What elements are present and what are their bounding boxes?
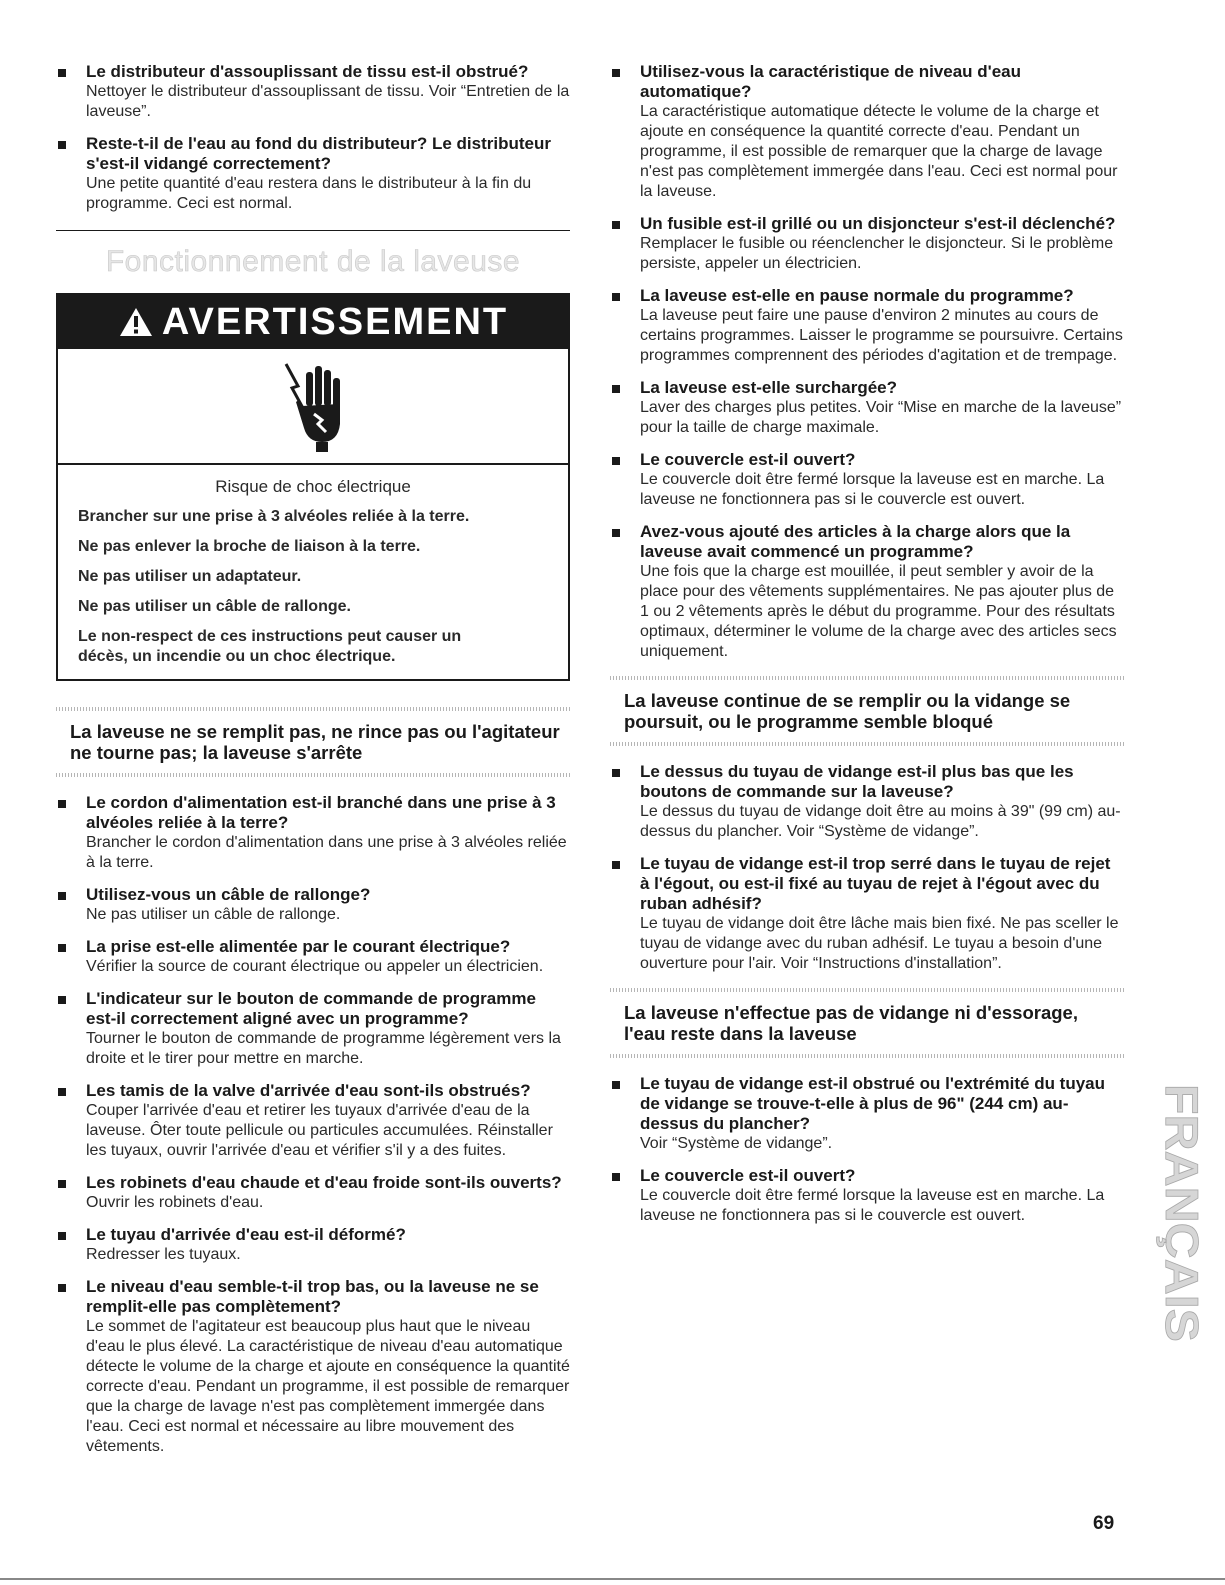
bullet-icon (58, 996, 66, 1004)
heading-band (56, 773, 570, 777)
electric-shock-hand-icon (278, 358, 348, 454)
warning-icon-area (58, 349, 568, 465)
answer: Une fois que la charge est mouillée, il peut sembler y avoir de la place pour des vêtements supplémentaires. Ne pas ajouter plus de 1 ou 2 vêtements après le début du programme. Pour des résultats optimaux, déterminer le volume de la charge avec des articles secs uniquement. (640, 563, 1117, 660)
answer: Couper l'arrivée d'eau et retirer les tuyaux d'arrivée d'eau de la laveuse. Ôter toute pellicule ou particules accumulées. Réinstaller les tuyaux, ouvrir l'arrivée d'eau et vérifier s'il y a des fuites. (86, 1102, 553, 1159)
question: Le tuyau de vidange est-il trop serré dans le tuyau de rejet à l'égout, ou est-il fixé au tuyau de rejet à l'égout avec du ruban adhésif? (640, 854, 1111, 913)
question: L'indicateur sur le bouton de commande de programme est-il correctement aligné avec un programme? (86, 989, 536, 1028)
bullet-icon (612, 861, 620, 869)
answer: Redresser les tuyaux. (86, 1246, 241, 1263)
question: Le couvercle est-il ouvert? (640, 450, 856, 469)
heading-band (610, 742, 1124, 746)
left-column (56, 62, 570, 1469)
heading-band (610, 1054, 1124, 1058)
bullet-icon (58, 1232, 66, 1240)
question: La laveuse est-elle en pause normale du programme? (640, 286, 1074, 305)
bullet-icon (612, 385, 620, 393)
answer: La laveuse peut faire une pause d'environ 2 minutes au cours de certains programmes. Laisser le programme se poursuivre. Certains programmes comprennent des périodes d'agitation et de trempage. (640, 307, 1123, 364)
question: Utilisez-vous la caractéristique de niveau d'eau automatique? (640, 62, 1022, 101)
answer: La caractéristique automatique détecte le volume de la charge et ajoute en conséquence la quantité correcte d'eau. Pendant un programme, il est possible de remarquer que la charge de lavage n'est pas complètement immergée dans l'eau. Ceci est normal pour la laveuse. (640, 103, 1118, 200)
list-item (610, 1166, 1124, 1226)
bullet-icon (58, 69, 66, 77)
answer: Le couvercle doit être fermé lorsque la laveuse est en marche. La laveuse ne fonctionnera pas si le couvercle est ouvert. (640, 1187, 1105, 1224)
section-title: Fonctionnement de la laveuse (105, 245, 521, 278)
heading-band (610, 676, 1124, 680)
list-item (56, 885, 570, 925)
question: Le niveau d'eau semble-t-il trop bas, ou la laveuse ne se remplit-elle pas complètement? (86, 1277, 539, 1316)
answer: Le sommet de l'agitateur est beaucoup plus haut que le niveau d'eau le plus élevé. La caractéristique de niveau d'eau automatique détecte le volume de la charge et ajoute en conséquence la quantité correcte d'eau. Pendant un programme, il est possible de remarquer que la charge de lavage n'est pas complètement immergée dans l'eau. Ceci est normal et nécessaire au libre mouvement des vêtements. (86, 1318, 570, 1455)
list-item (56, 1081, 570, 1161)
question: La laveuse est-elle surchargée? (640, 378, 898, 397)
question: Reste-t-il de l'eau au fond du distributeur? Le distributeur s'est-il vidangé correctement? (86, 134, 551, 173)
bullet-icon (612, 529, 620, 537)
answer: Nettoyer le distributeur d'assouplissant de tissu. Voir “Entretien de la laveuse”. (86, 83, 570, 120)
list-item (610, 522, 1124, 662)
question: Le tuyau d'arrivée d'eau est-il déformé? (86, 1225, 406, 1244)
question: Avez-vous ajouté des articles à la charge alors que la laveuse avait commencé un programme? (640, 522, 1071, 561)
list-item (610, 286, 1124, 366)
warning-line: Ne pas enlever la broche de liaison à la terre. (78, 538, 421, 555)
bullet-icon (612, 1173, 620, 1181)
answer: Tourner le bouton de commande de programme légèrement vers la droite et le tirer pour mettre en marche. (86, 1030, 561, 1067)
section-heading: La laveuse ne se remplit pas, ne rince pas ou l'agitateur ne tourne pas; la laveuse s'arrête (70, 721, 560, 763)
list-item (610, 1074, 1124, 1154)
bottom-rule (0, 1578, 1225, 1580)
warning-line: Le non-respect de ces instructions peut causer un décès, un incendie ou un choc électrique. (78, 628, 462, 665)
question: Le distributeur d'assouplissant de tissu est-il obstrué? (86, 62, 529, 81)
question: Un fusible est-il grillé ou un disjoncteur s'est-il déclenché? (640, 214, 1116, 233)
answer: Le couvercle doit être fermé lorsque la laveuse est en marche. La laveuse ne fonctionnera pas si le couvercle est ouvert. (640, 471, 1105, 508)
bullet-icon (612, 221, 620, 229)
warning-line: Brancher sur une prise à 3 alvéoles reliée à la terre. (78, 508, 470, 525)
warning-line: Ne pas utiliser un adaptateur. (78, 568, 302, 585)
answer: Laver des charges plus petites. Voir “Mise en marche de la laveuse” pour la taille de charge maximale. (640, 399, 1122, 436)
list-item (56, 937, 570, 977)
right-column (610, 62, 1124, 1238)
answer: Ouvrir les robinets d'eau. (86, 1194, 264, 1211)
question: Le cordon d'alimentation est-il branché dans une prise à 3 alvéoles reliée à la terre? (86, 793, 556, 832)
list-item (610, 378, 1124, 438)
list-item (610, 450, 1124, 510)
bullet-icon (612, 69, 620, 77)
answer: Le dessus du tuyau de vidange doit être au moins à 39" (99 cm) au-dessus du plancher. Voir “Système de vidange”. (640, 803, 1121, 840)
language-side-tab (1148, 1082, 1212, 1344)
answer: Le tuyau de vidange doit être lâche mais bien fixé. Ne pas sceller le tuyau de vidange avec du ruban adhésif. Le tuyau a besoin d'une ouverture pour l'air. Voir “Instructions d'installation”. (640, 915, 1119, 972)
answer: Voir “Système de vidange”. (640, 1135, 833, 1152)
bullet-icon (58, 800, 66, 808)
list-item (56, 989, 570, 1069)
heading-band (56, 707, 570, 711)
side-tab-label: FRANÇAIS (1156, 1084, 1208, 1322)
warning-body (58, 465, 568, 679)
answer: Vérifier la source de courant électrique ou appeler un électricien. (86, 958, 544, 975)
section-divider (56, 230, 570, 231)
question: Utilisez-vous un câble de rallonge? (86, 885, 371, 904)
list-item (610, 762, 1124, 842)
list-item (56, 793, 570, 873)
section-heading: La laveuse continue de se remplir ou la vidange se poursuit, ou le programme semble bloqué (624, 690, 1071, 732)
bullet-icon (612, 293, 620, 301)
answer: Ne pas utiliser un câble de rallonge. (86, 906, 341, 923)
list-item (56, 134, 570, 214)
heading-band (610, 988, 1124, 992)
bullet-icon (58, 892, 66, 900)
list-item (56, 1277, 570, 1457)
answer: Remplacer le fusible ou réenclencher le disjoncteur. Si le problème persiste, appeler un électricien. (640, 235, 1114, 272)
bullet-icon (58, 1284, 66, 1292)
bullet-icon (58, 1180, 66, 1188)
warning-header (58, 295, 568, 349)
bullet-icon (58, 944, 66, 952)
warning-box (56, 293, 570, 681)
warning-line: Ne pas utiliser un câble de rallonge. (78, 598, 351, 615)
question: La prise est-elle alimentée par le courant électrique? (86, 937, 511, 956)
bullet-icon (58, 141, 66, 149)
question: Le tuyau de vidange est-il obstrué ou l'extrémité du tuyau de vidange se trouve-t-elle à plus de 96" (244 cm) au-dessus du plancher? (640, 1074, 1106, 1133)
bullet-icon (612, 1081, 620, 1089)
question: Le dessus du tuyau de vidange est-il plus bas que les boutons de commande sur la laveuse? (640, 762, 1074, 801)
warning-title: AVERTISSEMENT (161, 300, 509, 343)
bullet-icon (58, 1088, 66, 1096)
list-item (56, 1173, 570, 1213)
question: Les robinets d'eau chaude et d'eau froide sont-ils ouverts? (86, 1173, 562, 1192)
warning-risk: Risque de choc électrique (215, 477, 411, 496)
bullet-icon (612, 457, 620, 465)
list-item (610, 214, 1124, 274)
answer: Une petite quantité d'eau restera dans le distributeur à la fin du programme. Ceci est normal. (86, 175, 532, 212)
section-heading: La laveuse n'effectue pas de vidange ni d'essorage, l'eau reste dans la laveuse (624, 1002, 1078, 1044)
list-item (610, 854, 1124, 974)
bullet-icon (612, 769, 620, 777)
list-item (56, 62, 570, 122)
list-item (56, 1225, 570, 1265)
list-item (610, 62, 1124, 202)
warning-triangle-icon (118, 306, 154, 338)
page-number: 69 (1093, 1513, 1115, 1534)
answer: Brancher le cordon d'alimentation dans une prise à 3 alvéoles reliée à la terre. (86, 834, 567, 871)
question: Le couvercle est-il ouvert? (640, 1166, 856, 1185)
question: Les tamis de la valve d'arrivée d'eau sont-ils obstrués? (86, 1081, 531, 1100)
